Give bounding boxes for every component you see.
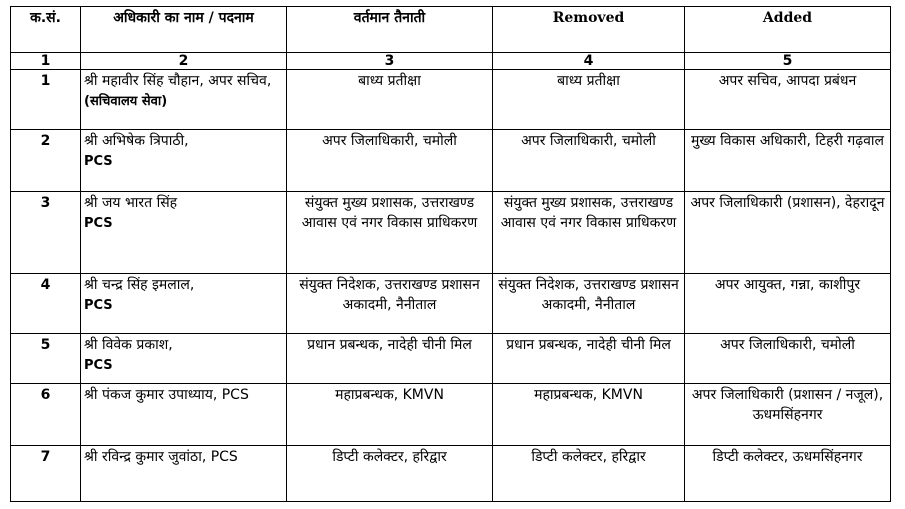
officer-name: श्री चन्द्र सिंह इमलाल, [84,277,195,293]
officer-service-note: (सचिवालय सेवा) [84,94,168,109]
officer-name: श्री अभिषेक त्रिपाठी, [84,133,189,149]
officer-name-cell [81,384,287,446]
added-cell: डिप्टी कलेक्टर, ऊधमसिंहनगर [685,446,891,502]
table-row [11,274,891,334]
officer-name: श्री पंकज कुमार उपाध्याय, PCS [84,387,249,403]
officer-service-note: PCS [84,298,113,313]
table-row [11,334,891,384]
current-posting-cell: डिप्टी कलेक्टर, हरिद्वार [287,446,493,502]
officer-name: श्री जय भारत सिंह [84,195,178,211]
header-removed: Removed [493,7,685,53]
added-cell: मुख्य विकास अधिकारी, टिहरी गढ़वाल [685,130,891,192]
header-added: Added [685,7,891,53]
officer-name-cell [81,130,287,192]
removed-cell: संयुक्त मुख्य प्रशासक, उत्तराखण्ड आवास एवं नगर विकास प्राधिकरण [493,192,685,274]
header-name: अधिकारी का नाम / पदनाम [81,7,287,53]
serial-cell: 4 [11,274,81,334]
added-cell: अपर जिलाधिकारी (प्रशासन), देहरादून [685,192,891,274]
removed-cell: संयुक्त निदेशक, उत्तराखण्ड प्रशासन अकादमी, नैनीताल [493,274,685,334]
added-cell: अपर सचिव, आपदा प्रबंधन [685,70,891,130]
current-posting-cell: संयुक्त मुख्य प्रशासक, उत्तराखण्ड आवास एवं नगर विकास प्राधिकरण [287,192,493,274]
column-number: 4 [493,53,685,70]
officer-name-cell [81,70,287,130]
table-body [11,70,891,502]
serial-cell: 2 [11,130,81,192]
column-number: 3 [287,53,493,70]
added-cell: अपर जिलाधिकारी (प्रशासन / नजूल), ऊधमसिंहनगर [685,384,891,446]
removed-cell: बाध्य प्रतीक्षा [493,70,685,130]
table-row [11,384,891,446]
current-posting-cell: प्रधान प्रबन्धक, नादेही चीनी मिल [287,334,493,384]
column-number: 2 [81,53,287,70]
officer-service-note: PCS [84,154,113,169]
serial-cell: 1 [11,70,81,130]
removed-cell: महाप्रबन्धक, KMVN [493,384,685,446]
officer-name-cell [81,274,287,334]
serial-cell: 3 [11,192,81,274]
transfer-order-table [10,6,891,502]
header-serial: क.सं. [11,7,81,53]
officer-name: श्री महावीर सिंह चौहान, अपर सचिव, [84,73,272,89]
officer-name-cell [81,192,287,274]
table-row [11,192,891,274]
officer-name-cell [81,334,287,384]
serial-cell: 7 [11,446,81,502]
header-row [11,7,891,53]
serial-cell: 6 [11,384,81,446]
removed-cell: डिप्टी कलेक्टर, हरिद्वार [493,446,685,502]
current-posting-cell: बाध्य प्रतीक्षा [287,70,493,130]
added-cell: अपर जिलाधिकारी, चमोली [685,334,891,384]
table-row [11,130,891,192]
column-number: 1 [11,53,81,70]
officer-name: श्री विवेक प्रकाश, [84,337,173,353]
removed-cell: प्रधान प्रबन्धक, नादेही चीनी मिल [493,334,685,384]
column-number-row [11,53,891,70]
officer-name-cell [81,446,287,502]
current-posting-cell: संयुक्त निदेशक, उत्तराखण्ड प्रशासन अकादमी, नैनीताल [287,274,493,334]
current-posting-cell: महाप्रबन्धक, KMVN [287,384,493,446]
header-current-posting: वर्तमान तैनाती [287,7,493,53]
removed-cell: अपर जिलाधिकारी, चमोली [493,130,685,192]
officer-name: श्री रविन्द्र कुमार जुवांठा, PCS [84,449,238,465]
added-cell: अपर आयुक्त, गन्ना, काशीपुर [685,274,891,334]
serial-cell: 5 [11,334,81,384]
officer-service-note: PCS [84,216,113,231]
current-posting-cell: अपर जिलाधिकारी, चमोली [287,130,493,192]
column-number: 5 [685,53,891,70]
table-row [11,70,891,130]
officer-service-note: PCS [84,358,113,373]
table-row [11,446,891,502]
